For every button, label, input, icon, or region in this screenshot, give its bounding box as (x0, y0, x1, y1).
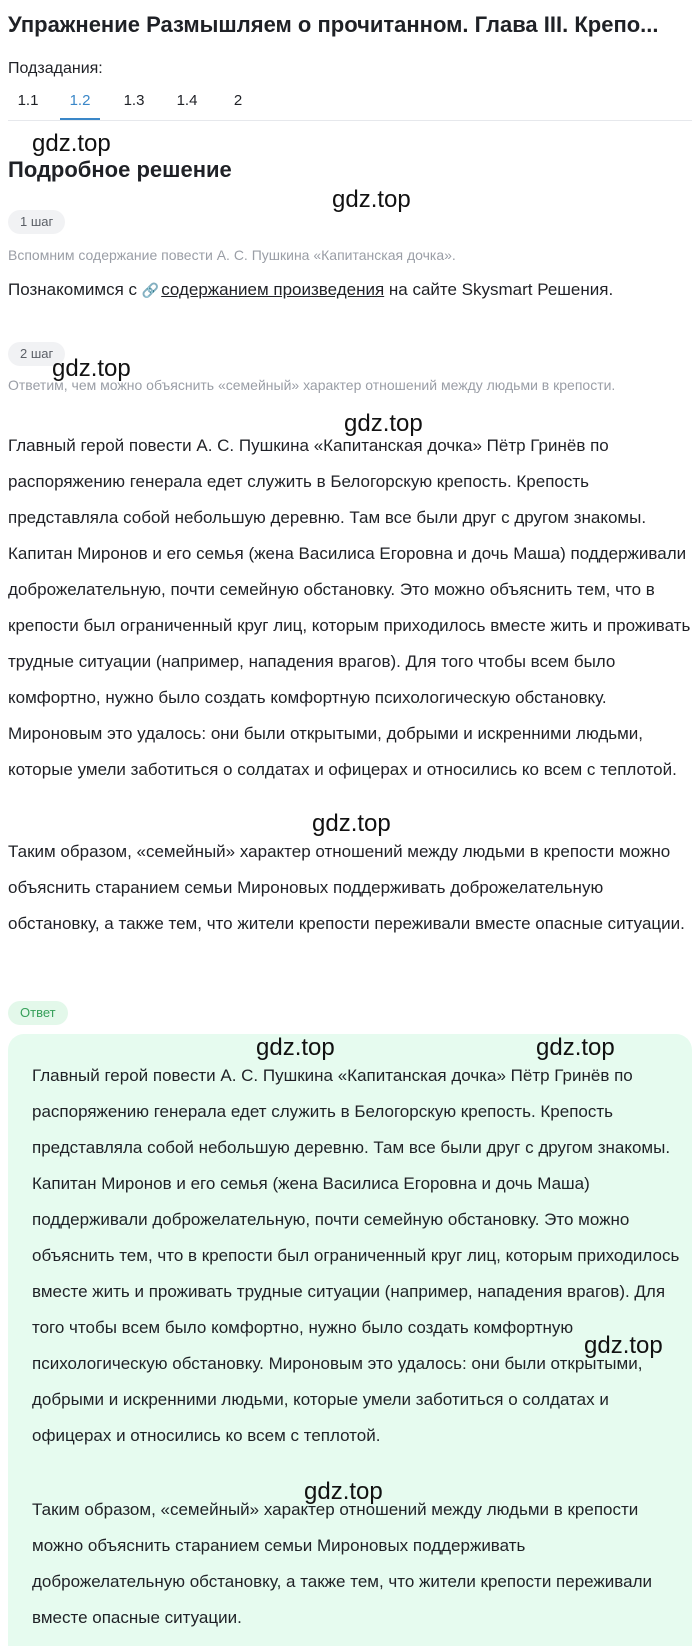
watermark: gdz.top (256, 1034, 335, 1061)
watermark: gdz.top (536, 1034, 615, 1061)
watermark: gdz.top (32, 130, 111, 157)
subtasks-label: Подзадания: (8, 60, 103, 77)
tab-1-1[interactable]: 1.1 (17, 92, 39, 109)
watermark: gdz.top (52, 355, 131, 382)
link-icon: 🔗 (141, 282, 160, 298)
watermark: gdz.top (304, 1478, 383, 1505)
step-2-hint: Ответим, чем можно объяснить «семейный» характер отношений между людьми в крепости. (8, 377, 616, 393)
tab-2[interactable]: 2 (233, 92, 243, 109)
step-1-text (8, 272, 692, 308)
watermark: gdz.top (312, 810, 391, 837)
answer-paragraph-2: Таким образом, «семейный» характер отношений между людьми в крепости можно объяснить старанием семьи Мироновых поддерживать доброжелательную обстановку, а также тем, что жители крепости переживали вместе опасные ситуации. (32, 1500, 653, 1627)
watermark: gdz.top (344, 410, 423, 437)
step-1-badge: 1 шаг (8, 210, 65, 234)
answer-badge: Ответ (8, 1001, 68, 1025)
page-title: Упражнение Размышляем о прочитанном. Глава III. Крепо... (8, 12, 659, 37)
step-2-paragraph-1: Главный герой повести А. С. Пушкина «Капитанская дочка» Пётр Гринёв по распоряжению генерала едет служить в Белогорскую крепость. Крепость представляла собой небольшую деревню. Там все были друг с другом знакомы. Капитан Миронов и его семья (жена Василиса Егоровна и дочь Маша) поддерживали доброжелательную, почти семейную обстановку. Это можно объяснить тем, что в крепости был ограниченный круг лиц, которым приходилось вместе жить и проживать трудные ситуации (например, нападения врагов). Для того чтобы всем было комфортно, нужно было создать комфортную психологическую обстановку. Мироновым это удалось: они были открытыми, добрыми и искренними людьми, которые умели заботиться о солдатах и офицерах и относились ко всем с теплотой. (8, 436, 691, 779)
watermark: gdz.top (584, 1332, 663, 1359)
step-2-badge: 2 шаг (8, 342, 65, 366)
tab-1-2[interactable]: 1.2 (60, 84, 100, 120)
watermark: gdz.top (332, 186, 411, 213)
tab-1-3[interactable]: 1.3 (123, 92, 145, 109)
step-1-hint: Вспомним содержание повести А. С. Пушкина «Капитанская дочка». (8, 247, 456, 263)
step-1-text-before: Познакомимся с (8, 280, 138, 299)
tab-1-4[interactable]: 1.4 (176, 92, 198, 109)
answer-paragraph-1: Главный герой повести А. С. Пушкина «Капитанская дочка» Пётр Гринёв по распоряжению генерала едет служить в Белогорскую крепость. Крепость представляла собой небольшую деревню. Там все были друг с другом знакомы. Капитан Миронов и его семья (жена Василиса Егоровна и дочь Маша) поддерживали доброжелательную, почти семейную обстановку. Это можно объяснить тем, что в крепости был ограниченный круг лиц, которым приходилось вместе жить и проживать трудные ситуации (например, нападения врагов). Для того чтобы всем было комфортно, нужно было создать комфортную психологическую обстановку. Мироновым это удалось: они были открытыми, добрыми и искренними людьми, которые умели заботиться о солдатах и офицерах и относились ко всем с теплотой. (32, 1066, 680, 1445)
step-2-paragraph-2: Таким образом, «семейный» характер отношений между людьми в крепости можно объяснить старанием семьи Мироновых поддерживать доброжелательную обстановку, а также тем, что жители крепости переживали вместе опасные ситуации. (8, 842, 685, 933)
subtask-tabs (8, 84, 692, 121)
solution-heading: Подробное решение (8, 157, 232, 182)
content-link[interactable]: содержанием произведения (161, 280, 385, 299)
step-1-text-after: на сайте Skysmart Решения. (388, 280, 614, 299)
